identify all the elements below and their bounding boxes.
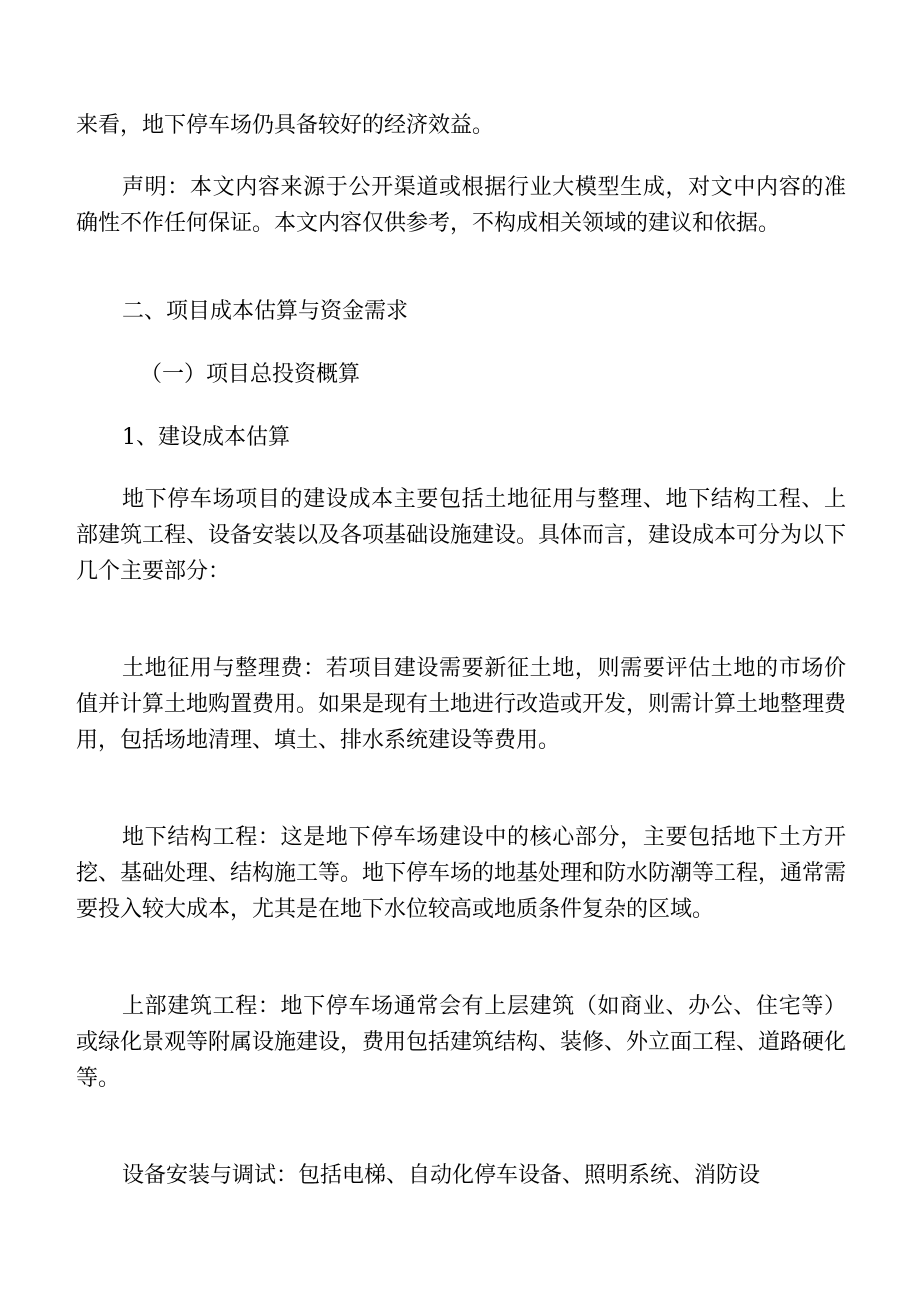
subsubsection-heading-construction-cost: 1、建设成本估算 (122, 425, 290, 450)
paragraph-economic-benefit: 来看，地下停车场仍具备较好的经济效益。 (76, 113, 495, 138)
paragraph-equipment-installation: 设备安装与调试：包括电梯、自动化停车设备、照明系统、消防设 (122, 1163, 761, 1188)
paragraph-disclaimer: 声明：本文内容来源于公开渠道或根据行业大模型生成，对文中内容的准确性不作任何保证。本文内容仅供参考，不构成相关领域的建议和依据。 (76, 175, 846, 236)
paragraph-superstructure: 上部建筑工程：地下停车场通常会有上层建筑（如商业、办公、住宅等）或绿化景观等附属设施建设，费用包括建筑结构、装修、外立面工程、道路硬化等。 (76, 994, 847, 1091)
subsection-heading-total-investment: （一）项目总投资概算 (140, 362, 361, 387)
paragraph-land-acquisition: 土地征用与整理费：若项目建设需要新征土地，则需要评估土地的市场价值并计算土地购置费用。如果是现有土地进行改造或开发，则需计算土地整理费用，包括场地清理、填土、排水系统建设等费用。 (76, 656, 847, 753)
paragraph-construction-cost-intro: 地下停车场项目的建设成本主要包括土地征用与整理、地下结构工程、上部建筑工程、设备安装以及各项基础设施建设。具体而言，建设成本可分为以下几个主要部分： (76, 487, 847, 584)
paragraph-underground-structure: 地下结构工程：这是地下停车场建设中的核心部分，主要包括地下土方开挖、基础处理、结构施工等。地下停车场的地基处理和防水防潮等工程，通常需要投入较大成本，尤其是在地下水位较高或地质条件复杂的区域。 (76, 825, 847, 922)
section-heading-cost-estimate: 二、项目成本估算与资金需求 (122, 299, 409, 324)
